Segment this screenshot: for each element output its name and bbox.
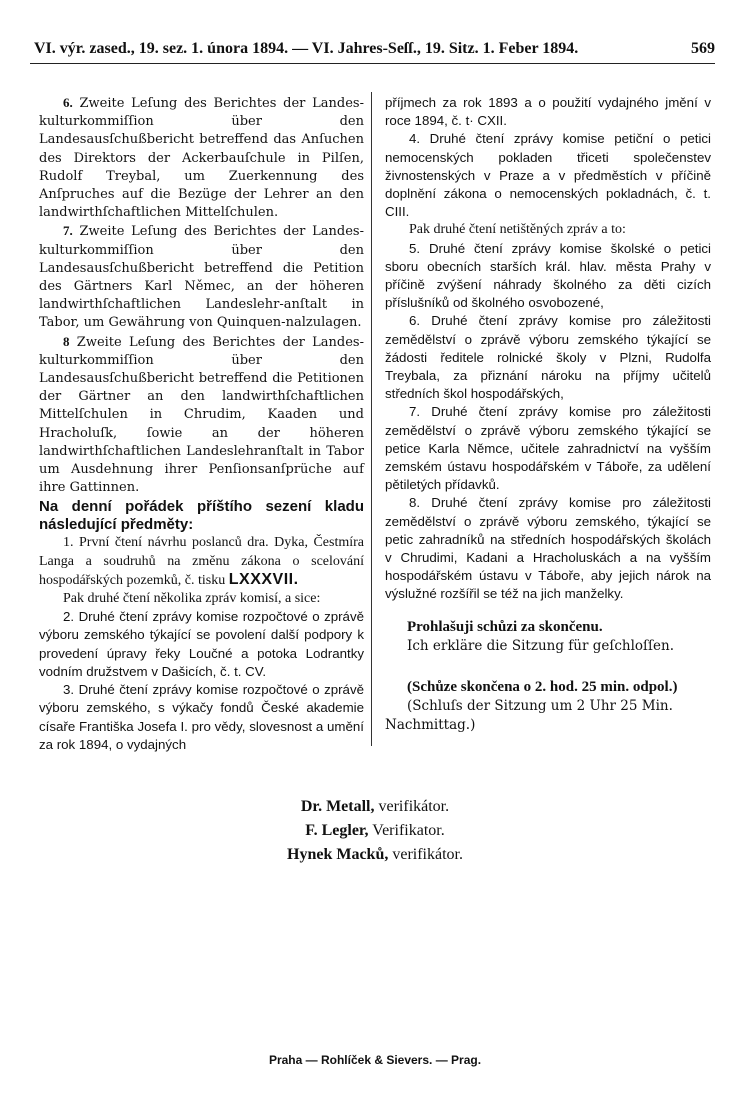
- agenda-item-8: 8. Druhé čtení zprávy komise pro záležitosti zemědělství o zprávě výboru zemského, týkající se petic zahradníků na středních hospodářských školách v Chrudimi, Kadani a Hracholuskách a na vyšším hospodářském ústavu v Táboře, aby jejich nárok na výslužné rozšířil se též na jich manželky.: [385, 495, 711, 602]
- agenda-item-7: 7. Druhé čtení zprávy komise pro záležitosti zemědělství o zprávě výboru zemského týkající se petice Karla Němce, učitele zahradnictví na vyšším zemském ústavu hospodářském v Táboře, za udělení pětiletých přídavků.: [385, 404, 711, 493]
- session-end-de: (Schluſs der Sitzung um 2 Uhr 25 Min. Nachmittag.): [385, 697, 673, 733]
- session-end-note: [385, 678, 711, 735]
- left-column: [39, 94, 364, 754]
- agenda-heading: Na denní pořádek příštího sezení kladu následující předměty:: [39, 498, 364, 534]
- signature-metall: Dr. Metall, verifikátor.: [300, 798, 450, 815]
- agenda-item-4: 4. Druhé čtení zprávy komise petiční o petici nemocenských pokladen třiceti společenstev živnostenských v Praze a v předměstích v příčině doplnění zákona o nemocenských pokladnách, č. t. CIII.: [385, 131, 711, 220]
- closing-de: Ich erkläre die Sitzung für geſchloſſen.: [407, 637, 675, 654]
- paragraph-item-8: 8 Zweite Leſung des Berichtes der Landes-kulturkommiſſion über den Landesausſchußbericht betreffend die Petitionen der Gärtner an den landwirthſchaftlichen Mittelſchulen in Chrudim, Kaaden und Hracholuſk, ſowie an der höheren landwirthſchaftlichen Landeslehranſtalt in Tabor um Ausdehnung ihrer Penſionsanſprüche auf ihre Gattinnen.: [39, 333, 364, 496]
- right-column: [385, 94, 711, 735]
- agenda-item-1: 1. První čtení návrhu poslanců dra. Dyka, Čestmíra Langa a soudruhů na změnu zákona o scelování hospodářských pozemků, č. tisku LXXXVII.: [39, 535, 365, 588]
- agenda-item-5: 5. Druhé čtení zprávy komise školské o petici sboru obecních starších král. hlav. města Prahy v příčině zvýšení náhrady školného za děti cizích příslušníků od školného osvobozené,: [385, 240, 712, 311]
- agenda-item-2: 2. Druhé čtení zprávy komise rozpočtové o zprávě výboru zemského týkající se povolení další podpory k provedení úpravy řeky Loučné a potoka Lodrantky vodním družstvem v Dašicích, č. t. CV.: [39, 609, 364, 679]
- header-title: VI. výr. zased., 19. sez. 1. února 1894. — VI. Jahres-Seſſ., 19. Sitz. 1. Feber 1894.: [34, 40, 579, 57]
- continuation-text: příjmech za rok 1893 a o použití vydajného jmění v roce 1894, č. t· CXII.: [385, 95, 711, 129]
- paragraph-item-6: 6. Zweite Leſung des Berichtes der Landes-kulturkommiſſion über den Landesausſchußbericht betreffend das Anſuchen des Direktors der Ackerbauſchule in Pilſen, Rudolf Treybal, um Zuerkennung des Anſpruches auf die Bezüge der Lehrer an den landwirthſchaftlichen Mittelſchulen.: [39, 95, 364, 221]
- agenda-note-unprinted: Pak druhé čtení netištěných zpráv a to:: [409, 222, 626, 238]
- closing-statement: [385, 618, 711, 656]
- printer-footer: Praha — Rohlíček & Sievers. — Prag.: [268, 1053, 482, 1067]
- signature-macku: Hynek Macků, verifikátor.: [287, 846, 463, 863]
- agenda-item-6: 6. Druhé čtení zprávy komise pro záležitosti zemědělství o zprávě výboru zemského týkající se žádosti ředitele rolnické školy v Plzni, Rudolfa Treybala, za přiznání nároku na příjmy učitelů středních škol hospodářských,: [385, 313, 711, 402]
- agenda-item-3: 3. Druhé čtení zprávy komise rozpočtové o zprávě výboru zemského, s výkačy fondů České akademie císaře Františka Josefa I. pro vědy, slovesnost a umění za rok 1894, o vydajných: [39, 682, 364, 752]
- page-number: 569: [691, 40, 715, 57]
- signature-legler: F. Legler, Verifikator.: [305, 822, 445, 839]
- session-end-cz: (Schůze skončena o 2. hod. 25 min. odpol.): [407, 678, 678, 695]
- agenda-note: Pak druhé čtení několika zpráv komisí, a sice:: [63, 591, 321, 607]
- page-header: [30, 30, 715, 64]
- column-divider: [371, 92, 372, 746]
- paragraph-item-7: 7. Zweite Leſung des Berichtes der Landes-kulturkommiſſion über den Landesausſchußbericht betreffend die Petition des Gärtners Karl Němec, an der höheren landwirthſchaftlichen Landeslehr-anſtalt in Tabor, um Gewährung von Quinquen-nalzulagen.: [39, 223, 364, 331]
- closing-cz: Prohlašuji schůzi za skončenu.: [407, 618, 603, 635]
- signatures: [0, 795, 750, 867]
